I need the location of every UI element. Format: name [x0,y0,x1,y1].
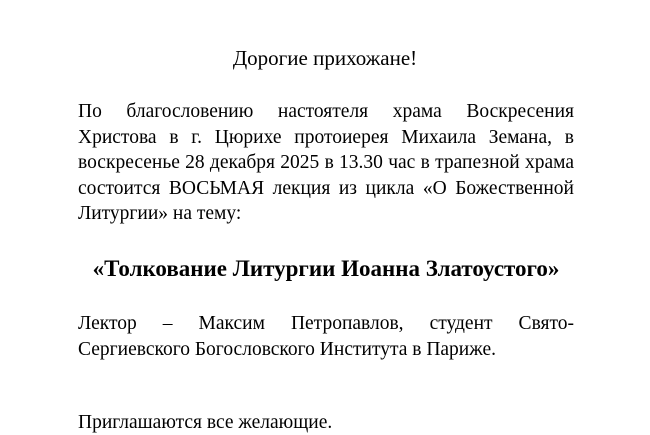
invitation-text: Приглашаются все желающие. [78,412,333,433]
lecture-topic: «Толкование Литургии Иоанна Златоустого» [92,256,560,281]
announcement-paragraph: По благословению настоятеля храма Воскресения Христова в г. Цюрихе протоиерея Михаила Земана, в воскресенье 28 декабря 2025 в 13.30 час в трапезной храма состоится ВОСЬМАЯ лекция из цикла «О Божественной Литургии» на тему: [78,101,574,224]
greeting-heading: Дорогие прихожане! [232,46,418,70]
lecturer-paragraph: Лектор – Максим Петропавлов, студент Свято-Сергиевского Богословского Института в Париже. [78,313,574,360]
